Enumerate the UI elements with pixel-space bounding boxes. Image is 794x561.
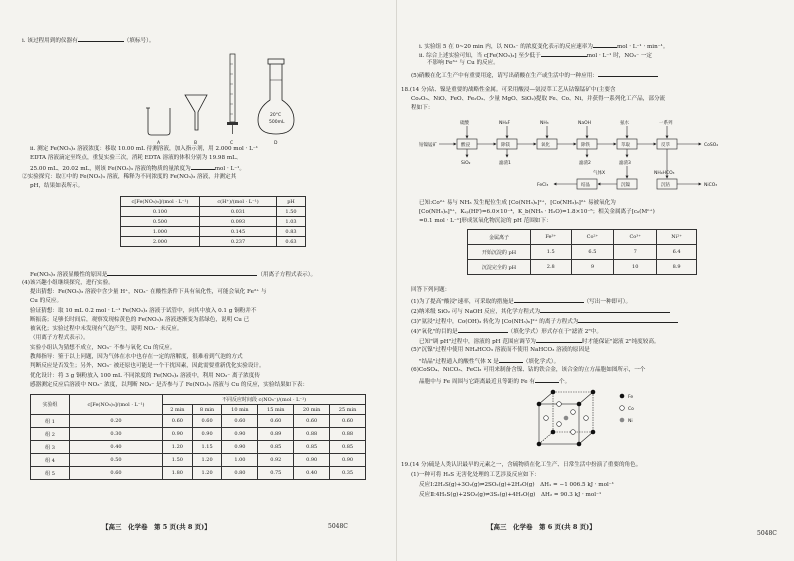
volumetric-flask-icon [258,59,294,134]
table-row: 沉淀完全的 pH 2.8 9 10 8.9 [468,260,697,275]
question-5-gas: "结晶"过程通入的酸性气体 X 是 （填化学式）。 [419,359,560,365]
flow-reagent: NH₄F [499,121,511,126]
table-metal-ph: 金属离子 Fe³⁺ Co²⁺ Co³⁺ Ni²⁺ 开始沉淀的 pH 1.5 6.5 7 6.4 沉淀完全的 pH 2.8 9 10 8.9 [467,229,697,275]
question-ii-line2: EDTA 溶液滴定至终点，重复实验三次，消耗 EDTA 溶液的体积分别为 19.98 mL、 [30,155,242,161]
flask-temp-label: 20°C [270,113,282,118]
apparatus-figure [140,50,310,145]
body-line: (4)该兴趣小组继续探究，进行实验。 [22,280,114,286]
flow-step: 沉镍 [621,183,630,188]
flow-step: 反萃 [661,143,670,148]
question-2-line2: pH，结果如表所示。 [30,183,84,189]
flow-gas: 气体X [593,171,606,176]
table-row: 组 1 0.20 0.60 0.60 0.60 0.60 0.60 0.60 [31,415,366,428]
flow-step: 氧化 [541,143,550,148]
question-ii-line3: 25.00 mL、20.02 mL，则该 Fe(NO₃)₃ 溶液的物质的量浓度为 mol · L⁻¹。 [30,166,246,172]
flow-reagent: NaOH [578,121,592,126]
table-header: c[Fe(NO₃)₃]/(mol · L⁻¹) [70,395,163,415]
flow-reagent: NH₃ [540,121,549,126]
flow-reagent: 一系列 [659,121,673,126]
question-1: (1)为了提高"酸浸"速率，可采取的措施是 （写出一种即可）。 [411,299,632,305]
info-line: [Co(NH₃)₆]³⁺，Kₛₚ(HF)=6.0×10⁻⁴，K_b(NH₃ · H₂O)=1.8×10⁻⁵；相关金属离子[c₀(Mⁿ⁺) [419,209,655,215]
question-2: (2)纳米级 SiO₂ 可与 NaOH 反应，其化学方程式为 [411,307,670,316]
table-row: 组 4 0.50 1.50 1.20 1.00 0.92 0.90 0.90 [31,454,366,467]
flow-residue: 滤渣2 [579,161,591,166]
flow-step: 除镁 [501,143,510,148]
page-footer-6: 【高三 化学卷 第 6 页(共 8 页)】 [487,523,596,531]
reaction-2: 反应Ⅱ:4H₂S(g)+2SO₂(g)⇌3S₂(g)+4H₂O(g) ΔH₂ = 90.3 kJ · mol⁻¹ [419,492,602,498]
question-5: (5)硝酸在化工生产中有重要用途，请写出硝酸在生产或生活中的一种应用： [411,71,658,80]
table-row: 组 2 0.30 0.90 0.90 0.90 0.89 0.88 0.88 [31,428,366,441]
rate-question: ⅰ. 实验组 5 在 0~20 min 内，以 NO₃⁻ 的浓度变化表示的反应速率为 mol · L⁻¹ · min⁻¹。 [419,44,669,50]
flow-step: 沉钴 [661,183,670,188]
table-nitrate: 实验组 c[Fe(NO₃)₃]/(mol · L⁻¹) 不同反应时间段 c(NO₃⁻)/(mol · L⁻¹) 2 min 8 min 10 min 15 min 20 min 25 min 组 1 0.20 0.60 0.60 0.60 0.60 0.60 0.60 组 2 0.30 0.90 0.90 0.90 0.89 0.88 0.88 组 3 0.40 1.20 1.15 0.90 0.85 0.85 0.85 组 4 0.50 1.50 1.20 1.00 0.92 0.90 0.90 组 5 0.60 1.80 1.20 0.80 0.75 0.40 0.35 [30,394,366,480]
answer-prompt: 回答下列问题： [411,287,451,293]
body-line: 提出猜想：Fe(NO₃)₃ 溶液中含少量 H⁺，NO₃⁻ 在酸性条件下具有氧化性，可能会氧化 Fe²⁺ 与 [30,289,267,295]
q18-line: Co₂O₃、NiO、FeO、Fe₂O₃、少量 MgO、SiO₂)提取 Fe、Co、Ni，并获得一系列化工产品，部分流 [411,96,666,102]
flow-product: NiCO₃ [704,183,718,188]
funnel-icon [185,95,207,130]
flow-reagent: NH₄HCO₃ [654,171,675,176]
table-row: 组 5 0.60 1.80 1.20 0.80 0.75 0.40 0.35 [31,467,366,480]
question-3: (3)"氨浸"过程中，Co(OH)₂ 转化为 [Co(NH₃)₆]²⁺ 的离子方程式为 [411,317,678,326]
body-line: 断振荡；足够长时间后，观察发现棕黄色的 Fe(NO₃)₃ 溶液逐渐变为蓝绿色，说明 Cu 已 [30,317,250,323]
body-line: （用离子方程式表示）。 [30,335,89,341]
body-line: 被氧化；实验过程中未发现有气泡产生，说明 NO₃⁻ 未反应。 [30,326,183,332]
question-5-nickel: (5)"沉镍"过程中使用 NH₄HCO₃ 溶液而不使用 NaHCO₃ 溶液的原因是 [411,347,590,353]
threshold-question: ⅱ. 综合上述实验可知，当 c[Fe(NO₃)₃] 至少低于 mol · L⁻¹ 时，NO₃⁻ 一定 [419,53,653,59]
table-row: 1.000 0.145 0.83 [121,227,306,237]
q18-line: 18.(14 分)钴、镍是重要的战略性金属。可采用酸浸—氨浸萃工艺从钴镍锰矿中(主要含 [401,87,616,93]
q19-line: 19.(14 分)硫是人类认识最早的元素之一，含硫物质在化工生产、日常生活中扮演了重要的角色。 [401,462,642,468]
legend-fe: Fe [628,395,634,400]
legend-co: Co [628,407,634,412]
body-line: 实验小组认为猜想不成立，NO₃⁻ 不参与氧化 Cu 的反应。 [30,345,176,351]
exam-code: 5048C [328,523,348,530]
right-page [397,0,794,561]
flow-step: 结晶 [581,183,590,188]
q18-line: 程如下： [411,105,434,111]
legend-ni: Ni [628,419,633,424]
table-ph [120,196,306,247]
info-line: 已知:Co²⁺ 易与 NH₃ 发生配位生成 [Co(NH₃)₆]²⁺，[Co(NH₃)₆]²⁺ 易被氧化为 [419,200,616,206]
flow-residue: 滤渣1 [499,161,511,166]
label-a: A [157,141,161,145]
question-2-line1: ②实验探究：取①中的 Fe(NO₃)₃ 溶液，稀释为不同浓度的 Fe(NO₃)₃ 溶液，并测定其 [22,174,237,180]
flask-volume-label: 500mL [269,120,285,125]
threshold-question-cont: 不影响 Fe³⁺ 与 Cu 的反应。 [427,60,499,66]
flow-reagent: 硫酸 [460,121,469,126]
flow-step: 酸浸 [461,143,470,148]
flow-product: FeCl₃ [537,183,549,188]
info-line: =0.1 mol · L⁻¹]形成氢氧化物沉淀的 pH 范围如下： [419,218,552,224]
flow-step: 除铁 [581,143,590,148]
page-footer-5: 【高三 化学卷 第 5 页(共 8 页)】 [102,523,211,531]
beaker-icon [146,108,170,135]
table-header: c(H⁺)/(mol · L⁻¹) [200,197,277,207]
table-row: 2.000 0.237 0.63 [121,237,306,247]
question-6-cont: 晶胞中与 Fe 周围与它距离最近且等距的 Fe 有 个。 [419,379,571,385]
table-row: 0.100 0.031 1.50 [121,207,306,217]
label-c: C [230,141,234,145]
question-6: (6)CoSO₄、NiCO₃、FeCl₃ 可用来制备含镍、钴的铁合金，该合金的立方晶胞如图所示，一个 [411,367,646,373]
body-line: 判断反应是否发生；另外，NO₃⁻ 被还原也可能是一个干扰因素，因此需要重新优化实验设计。 [30,363,265,369]
table-header: 实验组 [31,395,70,415]
flow-step: 萃取 [621,143,630,148]
question-ii-line1: ⅱ. 测定 Fe(NO₃)₃ 溶液浓度：移取 10.00 mL 待测溶液，加入指示剂，用 2.000 mol · L⁻¹ [30,146,259,152]
flow-start: 钴镍锰矿 [419,143,437,148]
flow-product: CoSO₄ [704,143,719,148]
flow-residue: 滤渣3 [619,161,631,166]
label-d: D [274,141,278,145]
label-b: B [194,141,198,145]
flow-reagent: 氨水 [620,121,629,126]
body-line: 优化设计：将 3 g 铜粉放入 100 mL 不同浓度的 Fe(NO₃)₃ 溶液中，利用 NO₃⁻ 离子浓度传 [30,373,260,379]
table-header: 不同反应时间段 c(NO₃⁻)/(mol · L⁻¹) [163,395,366,405]
table-row: 组 3 0.40 1.20 1.15 0.90 0.85 0.85 0.85 [31,441,366,454]
q19-line: (1)一种可将 H₂S 无害化处理的工艺涉及反应如下： [411,472,540,478]
table-header: c[Fe(NO₃)₃]/(mol · L⁻¹) [121,197,200,207]
body-line: 感器测定反应后溶液中 NO₃⁻ 浓度，以判断 NO₃⁻ 是否参与了 Fe(NO₃)₃ 溶液与 Cu 的反应，实验结果如下表： [30,382,309,388]
exam-code: 5048C [757,530,777,537]
question-instruments: ⅰ. 该过程用到的仪器有 （填标号）。 [22,38,155,44]
process-flowchart [419,116,729,196]
burette-icon [227,54,238,134]
body-line: Cu 的反应。 [30,298,63,304]
reaction-1: 反应Ⅰ:2H₂S(g)+3O₂(g)⇌2SO₂(g)+2H₂O(g) ΔH₁ = −1 006.5 kJ · mol⁻¹ [419,482,614,488]
question-4: (4)"氧化"的目的是 （填化学式）形式存在于"滤渣 2"中。 [411,329,603,335]
question-4-cont: 已知"调 pH"过程中，溶液的 pH 范围应调节为 时才能保证"滤液 2"纯度较高。 [419,339,660,345]
flow-residue: SiO₂ [461,161,471,166]
table-header: pH [277,197,306,207]
acid-reason-line: Fe(NO₃)₃ 溶液显酸性的原因是 （用离子方程式表示）。 [30,272,317,278]
table-row: 0.500 0.093 1.03 [121,217,306,227]
table-row: 开始沉淀的 pH 1.5 6.5 7 6.4 [468,245,697,260]
body-line: 验证猜想：取 10 mL 0.2 mol · L⁻¹ Fe(NO₃)₃ 溶液于试管中，向其中放入 0.1 g 铜粉并不 [30,308,257,314]
body-line: 教师指导：鉴于以上问题，因为气体在水中也存在一定的溶解度，很难看到气泡的方式 [30,354,243,360]
crystal-cell-figure [527,388,667,450]
